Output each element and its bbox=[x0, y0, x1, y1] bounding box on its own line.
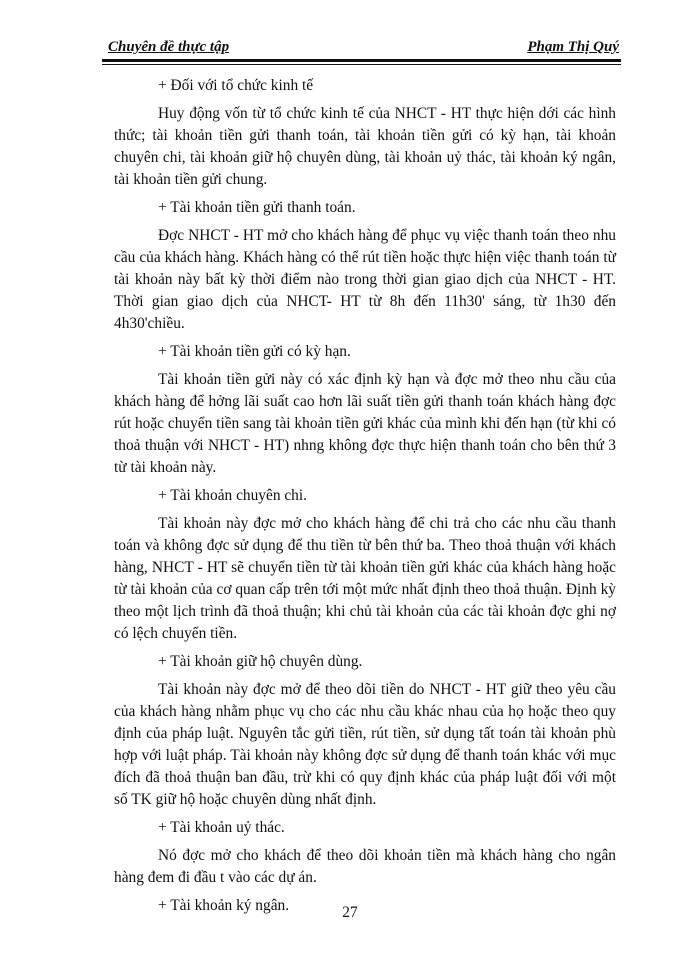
paragraph: Tài khoản này đợc mở để theo dõi tiền do NHCT - HT giữ theo yêu cầu của khách hàng nhằm phục vụ cho các nhu cầu khác nhau của họ hoặc theo quy định của pháp luật. Nguyên tắc gửi tiền, rút tiền, sử dụng tất toán tài khoản phù hợp với luật pháp. Tài khoản này không đợc sử dụng để thanh toán khác với mục đích đã thoả thuận ban đầu, trừ khi có quy định khác của pháp luật đối với một số TK giữ hộ hoặc chuyên dùng nhất định. bbox=[114, 681, 616, 808]
section-heading: + Tài khoản giữ hộ chuyên dùng. bbox=[158, 653, 363, 670]
section-heading: + Tài khoản tiền gửi có kỳ hạn. bbox=[158, 343, 351, 360]
paragraph: Tài khoản này đợc mở cho khách hàng để chi trả cho các nhu cầu thanh toán và không đợc sử dụng để thu tiền từ bên thứ ba. Theo thoả thuận với khách hàng, NHCT - HT sẽ chuyển tiền từ tài khoản tiền gửi khác của khách hàng hoặc từ tài khoản của cơ quan cấp trên tới một mức nhất định theo thoả thuận. Định kỳ theo một lịch trình đã thoả thuận; khi chủ tài khoản của các tài khoản đợc ghi nợ có lệch chuyển tiền. bbox=[114, 515, 616, 642]
page-number: 27 bbox=[342, 904, 358, 921]
section-heading: + Tài khoản tiền gửi thanh toán. bbox=[158, 199, 356, 216]
section-heading: + Tài khoản uỷ thác. bbox=[158, 819, 285, 836]
section-heading: + Tài khoản chuyên chi. bbox=[158, 487, 308, 504]
header-rule-thin bbox=[102, 64, 621, 65]
section-heading: + Đối với tổ chức kinh tế bbox=[158, 77, 314, 94]
paragraph: Nó đợc mở cho khách để theo dõi khoản tiền mà khách hàng cho ngân hàng đem đi đầu t vào các dự án. bbox=[114, 847, 616, 886]
paragraph: Tài khoản tiền gửi này có xác định kỳ hạn và đợc mở theo nhu cầu của khách hàng để hởng lãi suất cao hơn lãi suất tiền gửi thanh toán khách hàng đợc rút hoặc chuyển tiền sang tài khoản tiền gửi khác của mình khi đến hạn (từ khi có thoả thuận với NHCT - HT) nhng không đợc thực hiện thanh toán cho bên thứ 3 từ tài khoản này. bbox=[114, 371, 616, 476]
header-title: Chuyên đề thực tập bbox=[108, 39, 230, 55]
paragraph: Đợc NHCT - HT mở cho khách hàng để phục vụ việc thanh toán theo nhu cầu của khách hàng. Khách hàng có thể rút tiền hoặc thực hiện việc thanh toán từ tài khoản này bất kỳ thời điểm nào trong thời gian giao dịch của NHCT - HT. Thời gian giao dịch của NHCT- HT từ 8h đến 11h30' sáng, từ 1h30 đến 4h30'chiều. bbox=[114, 227, 616, 332]
paragraph: Huy động vốn từ tổ chức kinh tế của NHCT - HT thực hiện dới các hình thức; tài khoản tiền gửi thanh toán, tài khoản tiền gửi có kỳ hạn, tài khoản chuyên chi, tài khoản giữ hộ chuyên dùng, tài khoản uỷ thác, tài khoản ký ngân, tài khoản tiền gửi chung. bbox=[114, 105, 616, 188]
header-rule-thick bbox=[102, 59, 621, 62]
document-body bbox=[114, 75, 616, 923]
section-heading: + Tài khoản ký ngân. bbox=[158, 897, 290, 914]
header-author: Phạm Thị Quý bbox=[527, 39, 619, 55]
